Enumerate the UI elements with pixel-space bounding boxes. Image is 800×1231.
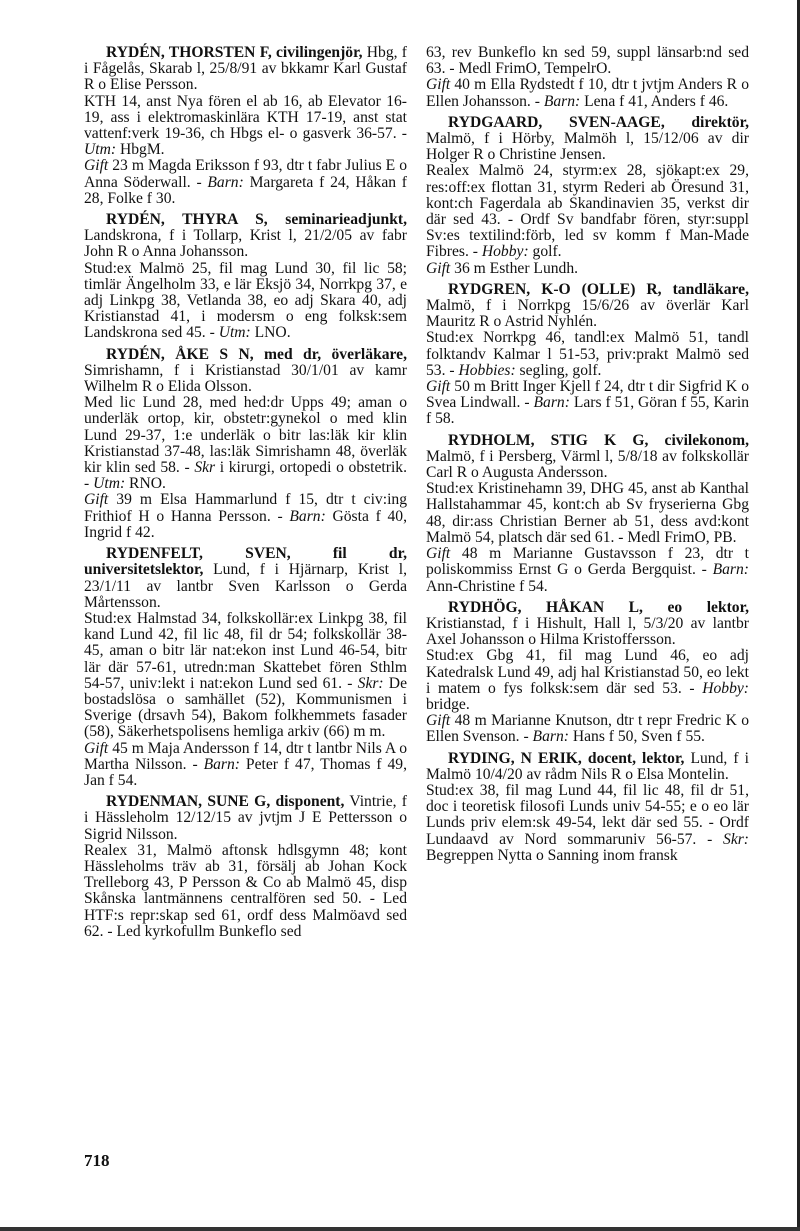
entry-paragraph — [84, 741, 407, 790]
scan-bottom-edge — [0, 1227, 800, 1231]
field-label: Skr: — [723, 830, 749, 848]
entry-text: 63, rev Bunkeflo kn sed 59, suppl länsarb:nd sed 63. - Medl FrimO, TempelrO. — [426, 44, 749, 78]
directory-entry — [426, 45, 749, 110]
entry-heading-paragraph — [84, 546, 407, 611]
entry-text: Malmö, f i Persberg, Värml l, 5/8/18 av folkskollär Carl R o Augusta Andersson. — [426, 447, 749, 482]
directory-entry — [426, 115, 749, 277]
entry-text: Lars f 51, Göran f 55, Karin f 58. — [426, 394, 749, 428]
entry-text: KTH 14, anst Nya fören el ab 16, ab Elevator 16-19, ass i elektromaskinlära KTH 17-19, anst stat vattenf:verk 19-36, ch Hbgs el- o gasverk 36-57. - — [84, 92, 407, 143]
entry-text: Kristianstad, f i Hishult, Hall l, 5/3/20 av lantbr Axel Johansson o Hilma Kristoffersson. — [426, 614, 749, 649]
field-label: Skr — [194, 459, 216, 477]
entry-text: Stud:ex Halmstad 34, folkskollär:ex Linkpg 38, fil kand Lund 42, fil lic 48, fil dr 54; folkskollär 38-45, aman o bitr lär nat:ekon inst Lund 46-54, bitr lär där 57-61, utredn:man Skattebet fören Sthlm 54-57, univ:lekt i nat:ekon Lund sed 61. - — [84, 609, 407, 692]
entry-text: 48 m Marianne Knutson, dtr t repr Fredric K o Ellen Svenson. - — [426, 712, 749, 746]
entry-text: 40 m Ella Rydstedt f 10, dtr t jvtjm Anders R o Ellen Johansson. - — [426, 76, 749, 110]
field-label: Hobbies: — [458, 361, 516, 379]
entry-paragraph — [84, 611, 407, 741]
entry-text: 48 m Marianne Gustavsson f 23, dtr t poliskommiss Ernst G o Gerda Bergquist. - — [426, 545, 749, 579]
entry-paragraph — [84, 158, 407, 207]
field-label: Barn: — [289, 507, 326, 525]
entry-heading-paragraph — [84, 212, 407, 261]
field-label: Barn: — [532, 728, 569, 746]
field-label: Barn: — [712, 561, 749, 579]
entry-headword: RYDGREN, K-O (OLLE) R, tandläkare, — [448, 280, 749, 298]
field-label: Gift — [84, 491, 109, 509]
field-label: Utm: — [93, 475, 126, 493]
entry-paragraph — [426, 648, 749, 713]
field-label: Gift — [426, 76, 451, 94]
entry-text: Begreppen Nytta o Sanning inom fransk — [426, 846, 678, 864]
left-column — [84, 45, 407, 945]
field-label: Gift — [426, 259, 451, 277]
directory-entry — [84, 45, 407, 207]
entry-text: Med lic Lund 28, med hed:dr Upps 49; aman o underläk ortop, kir, obstetr:gynekol o med klin Lund 29-37, 1:e underläk o bitr las:läk kir klin Kristianstad 37-48, las:läk Simrishamn 48, överläk kir klin sed 58. - — [84, 394, 407, 477]
entry-text: Stud:ex 38, fil mag Lund 44, fil lic 48, fil dr 51, doc i teoretisk filosofi Lunds univ 54-55; e o eo lär Lunds priv elem:sk 49-54, lekt där sed 55. - Ordf Lundaavd av Nord sommaruniv 56-57. - — [426, 781, 749, 848]
directory-entry — [426, 751, 749, 864]
entry-text: bridge. — [426, 695, 470, 713]
entry-headword: RYDENFELT, SVEN, fil dr, universitetslektor, — [84, 545, 407, 579]
entry-paragraph — [84, 395, 407, 492]
entry-paragraph — [84, 492, 407, 541]
entry-text: Lund, f i Malmö 10/4/20 av rådm Nils R o Elsa Montelin. — [426, 749, 749, 783]
entry-text: Malmö, f i Hörby, Malmöh l, 15/12/06 av dir Holger R o Christine Jensen. — [426, 130, 749, 164]
entry-text: RNO. — [125, 475, 166, 493]
entry-text: 45 m Maja Andersson f 14, dtr t lantbr Nils A o Martha Nilsson. - — [84, 739, 407, 773]
entry-paragraph — [426, 330, 749, 379]
entry-text: Lena f 41, Anders f 46. — [580, 92, 729, 110]
entry-paragraph — [84, 261, 407, 342]
field-label: Utm: — [84, 141, 117, 159]
page-number: 718 — [84, 1151, 110, 1170]
entry-headword: RYDING, N ERIK, docent, lektor, — [448, 749, 685, 767]
field-label: Barn: — [203, 755, 240, 773]
entry-text: Stud:ex Malmö 25, fil mag Lund 30, fil lic 58; timlär Ängelholm 33, e lär Eksjö 34, Norrkpg 37, e adj Linkpg 38, Vetlanda 38, eo adj Skara 40, adj Kristianstad 41, i modersm o eng folksk:sem Landskrona sed 45. - — [84, 259, 407, 342]
entry-text: Ann-Christine f 54. — [426, 577, 548, 595]
entry-text: 50 m Britt Inger Kjell f 24, dtr t dir Sigfrid K o Svea Lindwall. - — [426, 378, 749, 412]
field-label: Barn: — [207, 173, 244, 191]
entry-paragraph — [426, 77, 749, 109]
entry-text: Hans f 50, Sven f 55. — [568, 728, 705, 746]
entry-heading-paragraph — [84, 45, 407, 94]
entry-text: Malmö, f i Norrkpg 15/6/26 av överlär Karl Mauritz R o Astrid Nyhlén. — [426, 297, 749, 331]
entry-text: 36 m Esther Lundh. — [450, 259, 579, 277]
entry-text: HbgM. — [116, 141, 165, 159]
field-label: Gift — [426, 712, 451, 730]
entry-text: De bostadslösa o samhället (52), Kommunismen i Sverige (drsavh 54), Bakom folkhemmets fasader (58), Säkerhetspolisens hemliga arkiv (66) m m. — [84, 674, 407, 741]
entry-text: Simrishamn, f i Kristianstad 30/1/01 av kamr Wilhelm R o Elida Olsson. — [84, 361, 407, 396]
entry-heading-paragraph — [426, 600, 749, 649]
directory-entry — [84, 347, 407, 541]
entry-headword: RYDÉN, THORSTEN F, civilingenjör, — [106, 44, 363, 61]
entry-paragraph — [426, 379, 749, 428]
entry-text: Peter f 47, Thomas f 49, Jan f 54. — [84, 755, 407, 789]
entry-paragraph — [426, 261, 749, 277]
entry-text: LNO. — [250, 324, 291, 342]
directory-entry — [84, 212, 407, 342]
entry-text: segling, golf. — [515, 361, 602, 379]
entry-headword: RYDÉN, ÅKE S N, med dr, överläkare, — [106, 345, 407, 363]
entry-heading-paragraph — [426, 115, 749, 164]
entry-text: Margareta f 24, Håkan f 28, Folke f 30. — [84, 173, 407, 207]
directory-entry — [84, 794, 407, 940]
entry-paragraph — [84, 843, 407, 940]
entry-text: i kirurgi, ortopedi o obstetrik. - — [84, 459, 407, 493]
entry-text: Realex 31, Malmö aftonsk hdlsgymn 48; kont Hässleholms träv ab 31, försälj ab Johan Kock Trelleborg 43, P Persson & Co ab Malmö 45, disp Skånska lantmännens centralfören sed 50. - Led HTF:s repr:skap sed 61, ordf dess Malmöavd sed 62. - Led kyrkofullm Bunkeflo sed — [84, 841, 407, 940]
entry-headword: RYDHOLM, STIG K G, civilekonom, — [448, 431, 749, 449]
field-label: Gift — [84, 157, 109, 175]
entry-heading-paragraph — [84, 347, 407, 396]
entry-paragraph — [426, 163, 749, 260]
field-label: Barn: — [543, 92, 581, 110]
entry-text: Landskrona, f i Tollarp, Krist l, 21/2/05 av fabr John R o Anna Johansson. — [84, 227, 407, 261]
field-label: Gift — [426, 378, 451, 396]
field-label: Gift — [426, 545, 451, 563]
field-label: Hobby: — [702, 679, 749, 697]
entry-text: 23 m Magda Eriksson f 93, dtr t fabr Julius E o Anna Söderwall. - — [84, 157, 407, 191]
entry-heading-paragraph — [426, 751, 749, 783]
entry-text: Realex Malmö 24, styrm:ex 28, sjökapt:ex 29, res:off:ex flottan 31, styrm Rederi ab Öresund 31, kont:ch Fagerdala ab Skandinavien 35, verkst dir där sed 43. - Ordf Sv bandfabr fören, styr:suppl Sv:es textilind:förb, led sv komm f Man-Made Fibres. - — [426, 162, 749, 261]
directory-entry — [84, 546, 407, 789]
entry-paragraph — [426, 546, 749, 595]
entry-paragraph — [426, 45, 749, 77]
field-label: Barn: — [533, 394, 570, 412]
field-label: Hobby: — [481, 243, 529, 261]
directory-entry — [426, 600, 749, 746]
entry-text: Hbg, f i Fågelås, Skarab l, 25/8/91 av bkkamr Karl Gustaf R o Elise Persson. — [84, 44, 407, 94]
entry-heading-paragraph — [426, 282, 749, 331]
entry-heading-paragraph — [426, 433, 749, 482]
field-label: Utm: — [218, 324, 251, 342]
entry-headword: RYDGAARD, SVEN-AAGE, direktör, — [448, 113, 749, 131]
entry-paragraph — [426, 713, 749, 745]
directory-entry — [426, 282, 749, 428]
entry-paragraph — [426, 481, 749, 546]
entry-headword: RYDENMAN, SUNE G, disponent, — [106, 793, 345, 811]
directory-entry — [426, 433, 749, 595]
entry-paragraph — [426, 783, 749, 864]
entry-text: Vintrie, f i Hässleholm 12/12/15 av jvtjm J E Pettersson o Sigrid Nilsson. — [84, 793, 407, 843]
entry-text: golf. — [528, 243, 562, 261]
entry-heading-paragraph — [84, 794, 407, 843]
entry-text: 39 m Elsa Hammarlund f 15, dtr t civ:ing Frithiof H o Hanna Persson. - — [84, 491, 407, 525]
entry-headword: RYDÉN, THYRA S, seminarieadjunkt, — [106, 211, 407, 229]
entry-text: Stud:ex Gbg 41, fil mag Lund 46, eo adj Katedralsk Lund 49, adj hal Kristianstad 50, eo lekt i matem o fys folksk:sem där sed 53. - — [426, 647, 749, 697]
right-column — [426, 45, 749, 869]
field-label: Skr: — [357, 674, 384, 692]
entry-text: Gösta f 40, Ingrid f 42. — [84, 507, 408, 541]
entry-paragraph — [84, 94, 407, 159]
entry-text: Stud:ex Kristinehamn 39, DHG 45, anst ab Kanthal Hallstahammar 45, kont:ch ab Sv fryserierna Gbg 48, dir:ass Christian Berner ab 51, dess avd:kont Malmö 54, platsch där sed 61. - Medl FrimO, PB. — [426, 480, 749, 546]
entry-headword: RYDHÖG, HÅKAN L, eo lektor, — [448, 598, 749, 616]
field-label: Gift — [84, 739, 109, 757]
entry-text: Lund, f i Hjärnarp, Krist l, 23/1/11 av lantbr Sven Karlsson o Gerda Mårtensson. — [84, 561, 407, 611]
entry-text: Stud:ex Norrkpg 46, tandl:ex Malmö 51, tandl folktandv Kalmar l 51-53, priv:prakt Malmö sed 53. - — [426, 329, 749, 379]
